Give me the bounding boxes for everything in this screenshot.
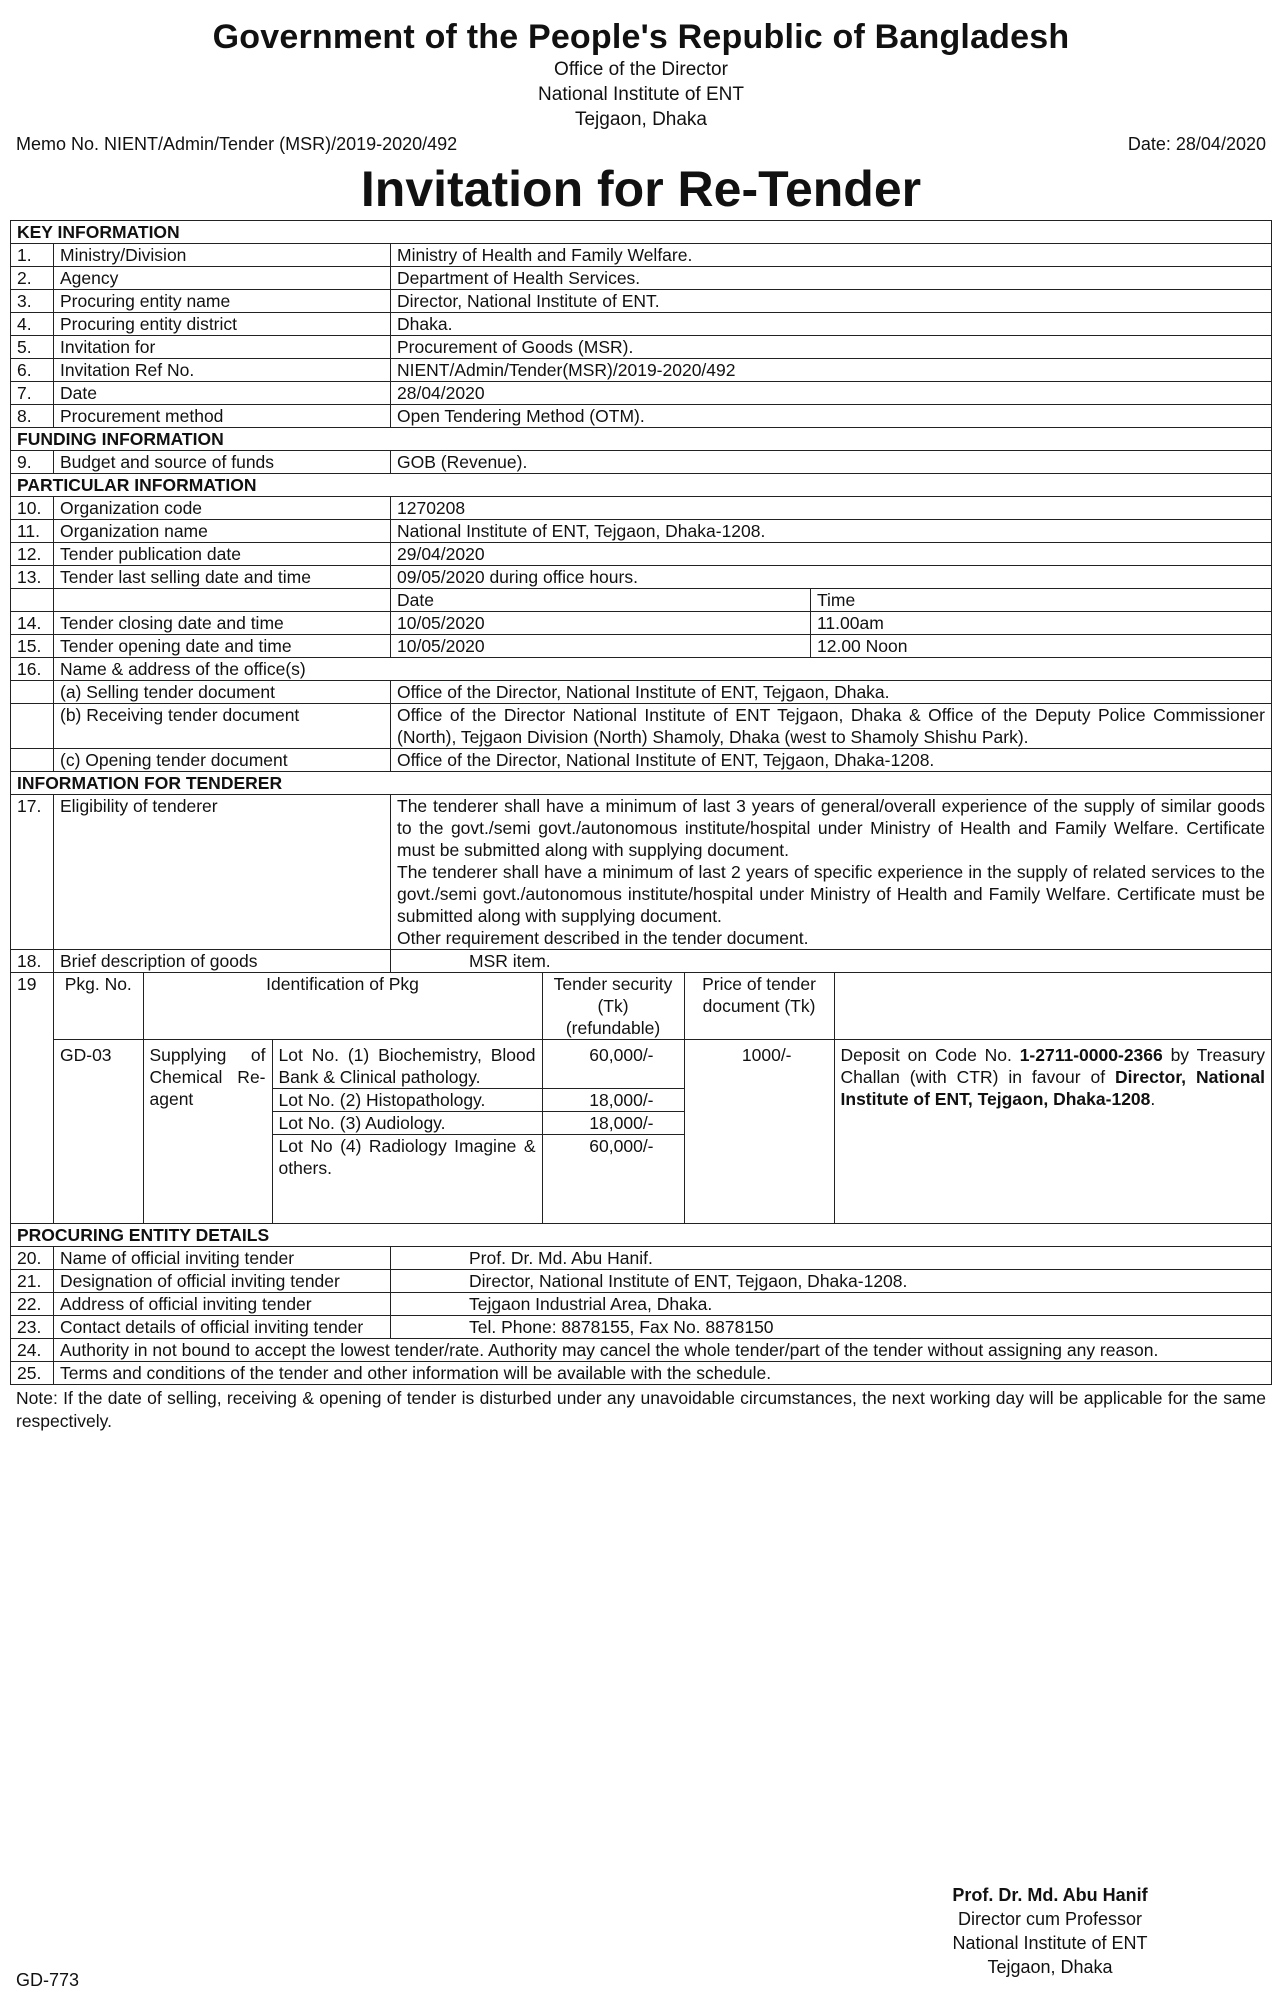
deposit-favour: Director, National Institute of ENT, Tejgaon, Dhaka-1208 [840, 1067, 1265, 1109]
row-number: 2. [11, 267, 54, 290]
table-row [11, 244, 1272, 267]
government-heading: Government of the People's Republic of Bangladesh [212, 18, 1070, 56]
row-value: Procurement of Goods (MSR). [391, 336, 1272, 359]
lot-name: Lot No (4) Radiology Imagine & others. [272, 1135, 542, 1224]
row-value: Tejgaon Industrial Area, Dhaka. [391, 1293, 1272, 1316]
row-number: 21. [11, 1270, 54, 1293]
row-value: Director, National Institute of ENT. [391, 290, 1272, 313]
memo-row [10, 134, 1272, 160]
table-row [11, 1247, 1272, 1270]
letterhead [10, 18, 1272, 132]
pkg-no-header: Pkg. No. [54, 973, 143, 1040]
row-value: Ministry of Health and Family Welfare. [391, 244, 1272, 267]
package-lot-row [54, 1040, 1271, 1089]
pkg-description: Supplying of Chemical Re-agent [143, 1040, 272, 1224]
row-value: Director, National Institute of ENT, Tejgaon, Dhaka-1208. [391, 1270, 1272, 1293]
lot-name: Lot No. (1) Biochemistry, Blood Bank & Clinical pathology. [272, 1040, 542, 1089]
table-row [11, 1293, 1272, 1316]
table-row [11, 658, 1272, 681]
lot-security: 60,000/- [542, 1135, 684, 1224]
row-number: 5. [11, 336, 54, 359]
opening-date: 10/05/2020 [391, 635, 811, 658]
row-label: Budget and source of funds [54, 451, 391, 474]
row-label: Contact details of official inviting tender [54, 1316, 391, 1339]
row-value: Department of Health Services. [391, 267, 1272, 290]
row-label: Procuring entity name [54, 290, 391, 313]
lot-security: 18,000/- [542, 1089, 684, 1112]
table-row [11, 704, 1272, 749]
row-value: Tel. Phone: 8878155, Fax No. 8878150 [391, 1316, 1272, 1339]
row-number: 18. [11, 950, 54, 973]
datetime-header-row [11, 589, 1272, 612]
table-row [11, 497, 1272, 520]
row-label: Organization name [54, 520, 391, 543]
row-number: 12. [11, 543, 54, 566]
row-number: 1. [11, 244, 54, 267]
lot-security: 18,000/- [542, 1112, 684, 1135]
opening-doc-value: Office of the Director, National Institute of ENT, Tejgaon, Dhaka-1208. [391, 749, 1272, 772]
row-number: 3. [11, 290, 54, 313]
row-number: 24. [11, 1339, 54, 1362]
row-value: NIENT/Admin/Tender(MSR)/2019-2020/492 [391, 359, 1272, 382]
row-label: Invitation Ref No. [54, 359, 391, 382]
key-information-rows [11, 244, 1272, 428]
signatory-name: Prof. Dr. Md. Abu Hanif [952, 1885, 1148, 1905]
row-number: 15. [11, 635, 54, 658]
receiving-value: Office of the Director National Institute of ENT Tejgaon, Dhaka & Office of the Deputy Police Commissioner (North), Tejgaon Division (North) Shamoly, Dhaka (west to Shamoly Shishu Park). [391, 704, 1272, 749]
table-row [11, 267, 1272, 290]
identification-header: Identification of Pkg [143, 973, 542, 1040]
table-row [11, 451, 1272, 474]
row-number: 11. [11, 520, 54, 543]
eligibility-paragraph: The tenderer shall have a minimum of last 2 years of specific experience in the supply of related services to the govt./semi govt./autonomous institute/hospital under Ministry of Health and Family Welfare. Certificate must be submitted along with supplying document. [397, 862, 1265, 926]
row-label: Designation of official inviting tender [54, 1270, 391, 1293]
row-label: Eligibility of tenderer [54, 795, 391, 950]
lot-name: Lot No. (2) Histopathology. [272, 1089, 542, 1112]
row-number: 4. [11, 313, 54, 336]
selling-label: (a) Selling tender document [54, 681, 391, 704]
row-value: 28/04/2020 [391, 382, 1272, 405]
row-number: 14. [11, 612, 54, 635]
table-row [11, 382, 1272, 405]
package-cell [54, 973, 1272, 1224]
tender-notice [10, 10, 1272, 1433]
particular-information-rows [11, 497, 1272, 589]
table-row [11, 1362, 1272, 1385]
row-value: Prof. Dr. Md. Abu Hanif. [391, 1247, 1272, 1270]
table-row [11, 336, 1272, 359]
package-header-row [54, 973, 1271, 1040]
time-column-header: Time [811, 589, 1272, 612]
table-row [11, 566, 1272, 589]
row-number: 9. [11, 451, 54, 474]
eligibility-paragraph: The tenderer shall have a minimum of last 3 years of general/overall experience of the supply of similar goods to the govt./semi govt./autonomous institute/hospital under Ministry of Health and Family Welfare. Certificate must be submitted along with supplying document. [397, 796, 1265, 860]
table-row [11, 1270, 1272, 1293]
section-information-for-tenderer: INFORMATION FOR TENDERER [11, 772, 1272, 795]
signatory-location: Tejgaon, Dhaka [987, 1957, 1113, 1977]
location-line: Tejgaon, Dhaka [574, 109, 708, 130]
closing-date: 10/05/2020 [391, 612, 811, 635]
row-label: Tender last selling date and time [54, 566, 391, 589]
signatory-designation: Director cum Professor [957, 1909, 1143, 1929]
table-row [11, 1316, 1272, 1339]
row-label: Tender opening date and time [54, 635, 391, 658]
table-row [11, 520, 1272, 543]
signature-block [940, 1883, 1160, 1979]
memo-date: Date: 28/04/2020 [1127, 134, 1266, 154]
package-table [54, 973, 1271, 1223]
row-label: Organization code [54, 497, 391, 520]
pkg-number: GD-03 [54, 1040, 143, 1224]
row-number: 22. [11, 1293, 54, 1316]
deposit-by: by Treasury Challan (with CTR) in favour of [840, 1045, 1265, 1087]
table-row [11, 795, 1272, 950]
row-value: 1270208 [391, 497, 1272, 520]
row-label: Agency [54, 267, 391, 290]
table-row [11, 950, 1272, 973]
row-number: 7. [11, 382, 54, 405]
opening-doc-label: (c) Opening tender document [54, 749, 391, 772]
procuring-entity-rows [11, 1247, 1272, 1339]
row-label: Name of official inviting tender [54, 1247, 391, 1270]
selling-value: Office of the Director, National Institute of ENT, Tejgaon, Dhaka. [391, 681, 1272, 704]
row-number: 19 [11, 973, 54, 1224]
date-column-header: Date [391, 589, 811, 612]
table-row [11, 1339, 1272, 1362]
row-number: 25. [11, 1362, 54, 1385]
deposit-code: 1-2711-0000-2366 [1019, 1045, 1163, 1065]
security-header: Tender security (Tk) (refundable) [542, 973, 684, 1040]
closing-time: 11.00am [811, 612, 1272, 635]
row-label: Ministry/Division [54, 244, 391, 267]
row-label: Tender closing date and time [54, 612, 391, 635]
row-value: 09/05/2020 during office hours. [391, 566, 1272, 589]
table-row [11, 635, 1272, 658]
package-row [11, 973, 1272, 1224]
row-label: Name & address of the office(s) [54, 658, 1272, 681]
table-row [11, 749, 1272, 772]
authority-clause: Authority in not bound to accept the lowest tender/rate. Authority may cancel the whole tender/part of the tender without assigning any reason. [54, 1339, 1272, 1362]
eligibility-paragraph: Other requirement described in the tender document. [397, 928, 809, 948]
row-value: Open Tendering Method (OTM). [391, 405, 1272, 428]
table-row [11, 290, 1272, 313]
row-value: GOB (Revenue). [391, 451, 1272, 474]
row-number: 10. [11, 497, 54, 520]
receiving-label: (b) Receiving tender document [54, 704, 391, 749]
section-funding-information: FUNDING INFORMATION [11, 428, 1272, 451]
lot-security: 60,000/- [542, 1040, 684, 1089]
row-number: 17. [11, 795, 54, 950]
table-row [11, 612, 1272, 635]
deposit-instructions: Deposit on Code No. 1-2711-0000-2366 by Treasury Challan (with CTR) in favour of Director, National Institute of ENT, Tejgaon, Dhaka-1208. [834, 1040, 1271, 1224]
institute-line: National Institute of ENT [538, 84, 744, 105]
table-row [11, 681, 1272, 704]
section-procuring-entity-details: PROCURING ENTITY DETAILS [11, 1224, 1272, 1247]
deposit-text: Deposit on Code No. [840, 1045, 1012, 1065]
table-row [11, 543, 1272, 566]
section-particular-information: PARTICULAR INFORMATION [11, 474, 1272, 497]
row-value: MSR item. [391, 950, 1272, 973]
memo-number: Memo No. NIENT/Admin/Tender (MSR)/2019-2020/492 [16, 134, 458, 154]
row-number: 16. [11, 658, 54, 681]
eligibility-text [391, 795, 1272, 950]
row-label: Procurement method [54, 405, 391, 428]
row-number: 13. [11, 566, 54, 589]
signatory-institute: National Institute of ENT [952, 1933, 1148, 1953]
table-row [11, 313, 1272, 336]
row-label: Tender publication date [54, 543, 391, 566]
row-label: Brief description of goods [54, 950, 391, 973]
tender-table [10, 220, 1272, 1385]
row-number: 23. [11, 1316, 54, 1339]
opening-time: 12.00 Noon [811, 635, 1272, 658]
row-value: National Institute of ENT, Tejgaon, Dhaka-1208. [391, 520, 1272, 543]
row-value: Dhaka. [391, 313, 1272, 336]
note-text: Note: If the date of selling, receiving & opening of tender is disturbed under any unavoidable circumstances, the next working day will be applicable for the same respectively. [16, 1388, 1266, 1431]
row-number: 6. [11, 359, 54, 382]
price-header: Price of tender document (Tk) [684, 973, 834, 1040]
row-number: 8. [11, 405, 54, 428]
row-label: Procuring entity district [54, 313, 391, 336]
section-key-information: KEY INFORMATION [11, 221, 1272, 244]
row-value: 29/04/2020 [391, 543, 1272, 566]
row-label: Invitation for [54, 336, 391, 359]
page-title: Invitation for Re-Tender [360, 161, 922, 217]
document-price: 1000/- [684, 1040, 834, 1224]
lot-name: Lot No. (3) Audiology. [272, 1112, 542, 1135]
row-label: Date [54, 382, 391, 405]
table-row [11, 405, 1272, 428]
row-number: 20. [11, 1247, 54, 1270]
office-line: Office of the Director [554, 59, 728, 80]
row-label: Address of official inviting tender [54, 1293, 391, 1316]
footer-code: GD-773 [16, 1970, 80, 1990]
terms-clause: Terms and conditions of the tender and other information will be available with the schedule. [54, 1362, 1272, 1385]
table-row [11, 359, 1272, 382]
